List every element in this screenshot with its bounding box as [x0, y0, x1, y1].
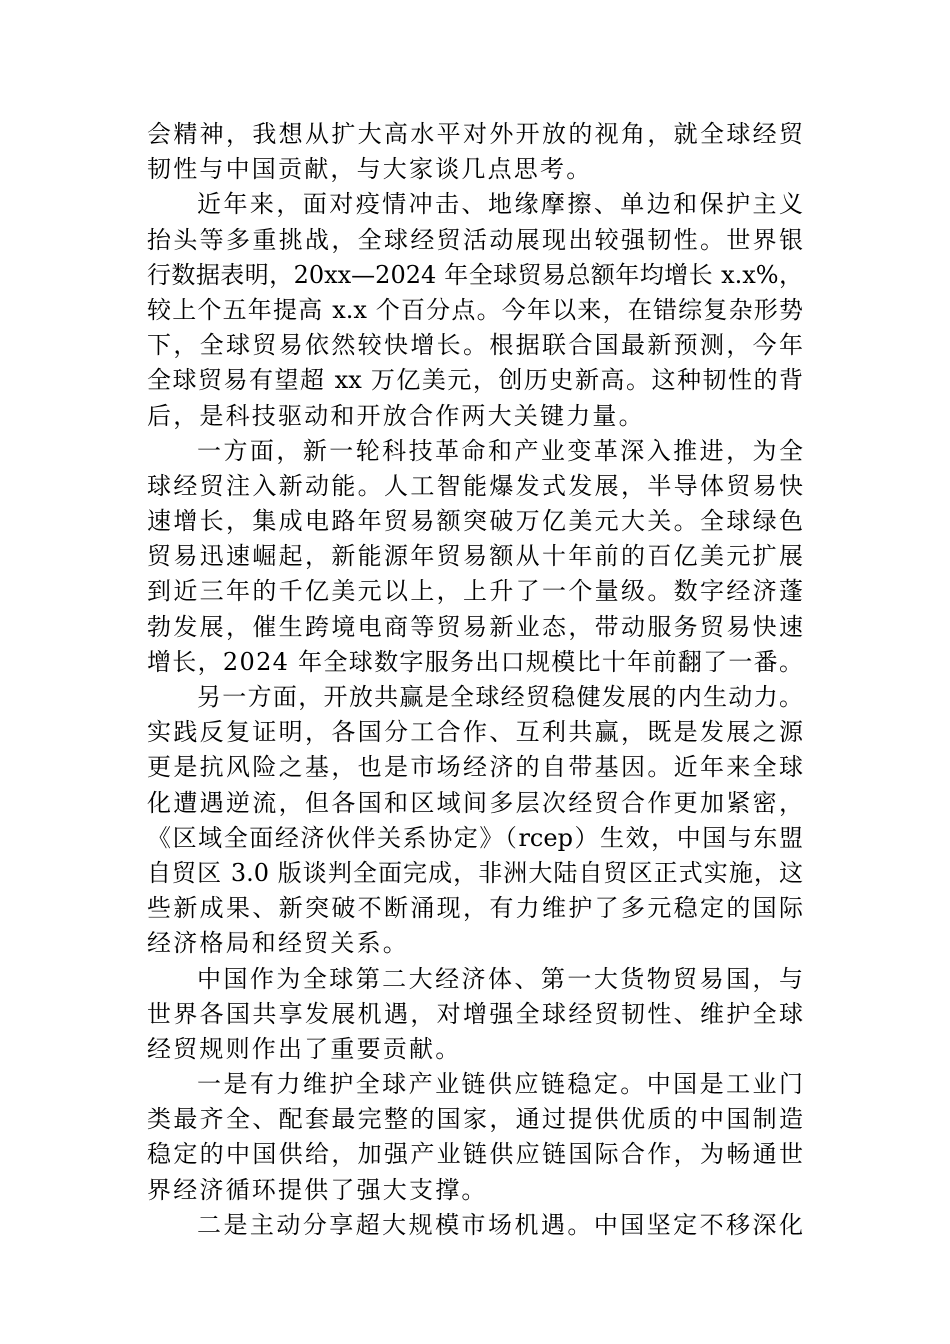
- text-line: 些新成果、新突破不断涌现，有力维护了多元稳定的国际: [147, 894, 803, 923]
- text-line: 会精神，我想从扩大高水平对外开放的视角，就全球经贸: [147, 120, 803, 148]
- text-line: 后，是科技驱动和开放合作两大关键力量。: [147, 401, 645, 430]
- text-line: 世界各国共享发展机遇，对增强全球经贸韧性、维护全球: [147, 999, 803, 1028]
- text-line: 另一方面，开放共赢是全球经贸稳健发展的内生动力。: [197, 683, 803, 711]
- text-line: 自贸区 3.0 版谈判全面完成，非洲大陆自贸区正式实施，这: [147, 858, 803, 887]
- text-line: 经贸规则作出了重要贡献。: [147, 1034, 462, 1063]
- text-line: 中国作为全球第二大经济体、第一大货物贸易国，与: [197, 964, 803, 993]
- text-line: 二是主动分享超大规模市场机遇。中国坚定不移深化: [197, 1210, 803, 1239]
- text-line: 抬头等多重挑战，全球经贸活动展现出较强韧性。世界银: [147, 225, 803, 254]
- text-line: 近年来，面对疫情冲击、地缘摩擦、单边和保护主义: [197, 190, 803, 219]
- text-line: 勃发展，催生跨境电商等贸易新业态，带动服务贸易快速: [147, 612, 803, 641]
- text-line: 实践反复证明，各国分工合作、互利共赢，既是发展之源: [147, 718, 803, 747]
- text-line: 经济格局和经贸关系。: [147, 929, 409, 958]
- document-body: [147, 117, 803, 1243]
- text-line: 球经贸注入新动能。人工智能爆发式发展，半导体贸易快: [147, 471, 803, 500]
- text-line: 增长，2024 年全球数字服务出口规模比十年前翻了一番。: [147, 647, 805, 676]
- text-line: 一方面，新一轮科技革命和产业变革深入推进，为全: [197, 436, 803, 465]
- text-line: 较上个五年提高 x.x 个百分点。今年以来，在错综复杂形势: [147, 295, 803, 324]
- text-line: 更是抗风险之基，也是市场经济的自带基因。近年来全球: [147, 753, 803, 782]
- text-line: 行数据表明，20xx—2024 年全球贸易总额年均增长 x.x%，: [147, 260, 803, 289]
- text-line: 贸易迅速崛起，新能源年贸易额从十年前的百亿美元扩展: [147, 542, 803, 571]
- text-line: 稳定的中国供给，加强产业链供应链国际合作，为畅通世: [147, 1140, 803, 1169]
- text-line: 《区域全面经济伙伴关系协定》（rcep）生效，中国与东盟: [147, 823, 803, 852]
- text-line: 到近三年的千亿美元以上，上升了一个量级。数字经济蓬: [147, 577, 803, 606]
- text-line: 界经济循环提供了强大支撑。: [147, 1175, 488, 1204]
- text-line: 韧性与中国贡献，与大家谈几点思考。: [147, 155, 593, 184]
- text-line: 化遭遇逆流，但各国和区域间多层次经贸合作更加紧密，: [147, 788, 803, 817]
- text-line: 下，全球贸易依然较快增长。根据联合国最新预测，今年: [147, 331, 803, 360]
- text-line: 类最齐全、配套最完整的国家，通过提供优质的中国制造: [147, 1105, 803, 1134]
- text-line: 全球贸易有望超 xx 万亿美元，创历史新高。这种韧性的背: [147, 366, 803, 395]
- text-line: 速增长，集成电路年贸易额突破万亿美元大关。全球绿色: [147, 507, 803, 536]
- text-line: 一是有力维护全球产业链供应链稳定。中国是工业门: [197, 1070, 803, 1099]
